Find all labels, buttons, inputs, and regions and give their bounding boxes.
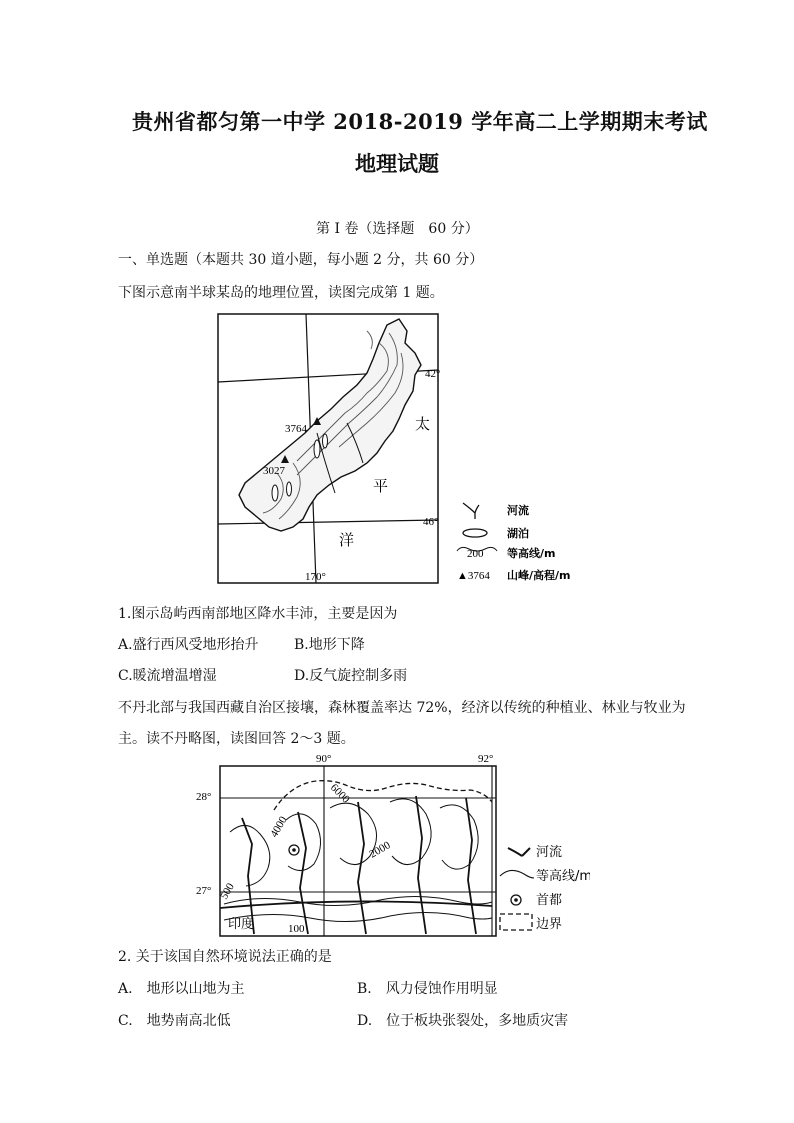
question-2-stem: 2. 关于该国自然环境说法正确的是 <box>118 949 332 965</box>
ocean-char-1: 太 <box>415 415 431 433</box>
question-1-option-a[interactable]: A.盛行西风受地形抬升 <box>118 637 259 653</box>
legend-river-label: 河流 <box>536 845 563 860</box>
peak-3027-label: 3027 <box>263 465 285 477</box>
legend-contour-label: 等高线/m <box>507 547 556 560</box>
lat-46-label: 46° <box>423 516 439 528</box>
border-icon <box>500 914 532 930</box>
contour-4000-label: 4000 <box>268 814 290 840</box>
legend-lake-label: 湖泊 <box>507 527 529 540</box>
ocean-char-3: 洋 <box>339 531 355 549</box>
question-2-option-a[interactable]: A. 地形以山地为主 <box>118 981 245 997</box>
country-label-india: 印度 <box>228 917 255 932</box>
legend-contour-label: 等高线/m <box>536 869 590 884</box>
group2-intro-line1: 不丹北部与我国西藏自治区接壤，森林覆盖率达 72%，经济以传统的种植业、林业与牧业为 <box>118 700 686 716</box>
section-instruction: 一、单选题（本题共 30 道小题，每小题 2 分，共 60 分） <box>118 252 484 268</box>
river-icon <box>508 848 530 856</box>
lake-icon <box>463 529 487 537</box>
bhutan-map-figure <box>190 748 590 940</box>
lon-90-label: 90° <box>316 753 332 765</box>
bhutan-map <box>190 748 590 940</box>
lon-92-label: 92° <box>478 753 494 765</box>
contour-500-label: 500 <box>218 881 237 902</box>
question-2-option-b[interactable]: B. 风力侵蚀作用明显 <box>357 981 498 997</box>
question-2-option-d[interactable]: D. 位于板块张裂处，多地质灾害 <box>357 1013 569 1029</box>
contour-6000-label: 6000 <box>327 781 352 806</box>
group1-intro: 下图示意南半球某岛的地理位置，读图完成第 1 题。 <box>118 285 444 301</box>
group2-intro-line2: 主。读不丹略图，读图回答 2～3 题。 <box>118 731 355 747</box>
lon-170-label: 170° <box>305 571 326 583</box>
question-1-option-c[interactable]: C.暖流增温增湿 <box>118 668 217 684</box>
legend-peak-label: 山峰/高程/m <box>507 569 571 582</box>
island-map-figure <box>217 313 597 585</box>
bhutan-map-legend <box>500 844 590 932</box>
document-subtitle: 地理试题 <box>355 151 439 176</box>
part-title: 第 I 卷（选择题 60 分） <box>316 221 479 237</box>
question-2-option-c[interactable]: C. 地势南高北低 <box>118 1013 231 1029</box>
legend-border-label: 边界 <box>536 917 563 932</box>
ocean-char-2: 平 <box>373 477 389 495</box>
legend-river-label: 河流 <box>507 504 529 517</box>
legend-capital-label: 首都 <box>536 893 563 908</box>
contour-100-label: 100 <box>288 923 305 935</box>
contour-icon <box>500 870 534 878</box>
contour-2000-label: 2000 <box>367 839 393 861</box>
island-map <box>217 313 597 585</box>
question-1-option-b[interactable]: B.地形下降 <box>294 637 365 653</box>
document-title: 贵州省都匀第一中学 2018-2019 学年高二上学期期末考试 <box>132 109 708 134</box>
lat-42-label: 42° <box>425 368 441 380</box>
lat-27-label: 27° <box>196 885 212 897</box>
question-1-stem: 1.图示岛屿西南部地区降水丰沛，主要是因为 <box>118 606 398 622</box>
lat-28-label: 28° <box>196 791 212 803</box>
river-icon <box>463 503 479 519</box>
question-1-option-d[interactable]: D.反气旋控制多雨 <box>294 668 408 684</box>
island-map-legend <box>457 503 571 582</box>
legend-contour-value: 200 <box>467 548 484 560</box>
legend-peak-value: ▲3764 <box>457 570 490 582</box>
peak-3764-label: 3764 <box>285 423 307 435</box>
